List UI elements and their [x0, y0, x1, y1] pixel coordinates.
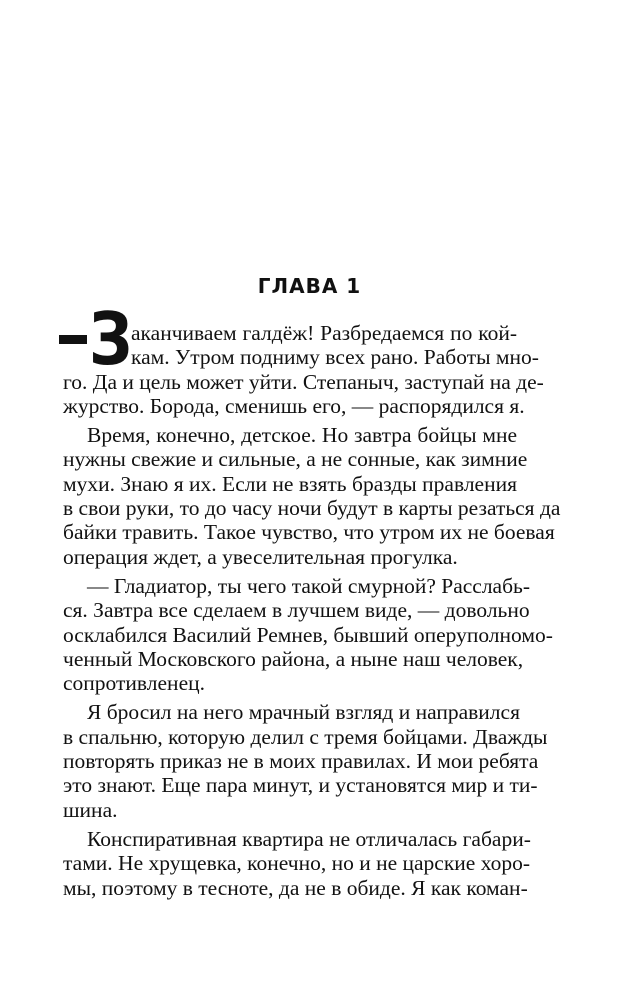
chapter-title: ГЛАВА 1 — [257, 274, 362, 298]
text-line: Я бросил на него мрачный взгляд и направился — [87, 700, 520, 725]
paragraph-1-cont — [63, 369, 544, 419]
paragraph-2 — [63, 423, 561, 569]
paragraph-1 — [63, 321, 539, 370]
text-line: мухи. Знаю я их. Если не взять бразды правления — [63, 471, 517, 496]
text-line: операция ждет, а увеселительная прогулка. — [63, 544, 458, 569]
text-line: шина. — [63, 797, 118, 822]
text-line: в спальню, которую делил с тремя бойцами. Дважды — [63, 724, 548, 749]
text-line: журство. Борода, сменишь его, — распорядился я. — [63, 393, 525, 418]
text-line: — Гладиатор, ты чего такой смурной? Расслабь- — [87, 573, 531, 598]
text-line: кам. Утром подниму всех рано. Работы мно- — [131, 345, 539, 370]
text-line: сопротивленец. — [63, 671, 205, 696]
text-line: Конспиративная квартира не отличалась габари- — [87, 826, 531, 851]
text-line: ся. Завтра все сделаем в лучшем виде, — довольно — [63, 598, 530, 623]
text-line: осклабился Василий Ремнев, бывший оперуполномо- — [63, 622, 553, 647]
dropcap-letter: З — [89, 297, 133, 381]
body-text — [63, 321, 561, 900]
text-line: повторять приказ не в моих правилах. И мои ребята — [63, 749, 539, 774]
paragraph-3 — [63, 573, 553, 696]
text-line: нужны свежие и сильные, а не сонные, как зимние — [63, 447, 528, 472]
text-line: го. Да и цель может уйти. Степаныч, заступай на де- — [63, 369, 544, 394]
text-line: ченный Московского района, а ныне наш человек, — [63, 646, 524, 671]
paragraph-4 — [63, 700, 548, 822]
text-line: это знают. Еще пара минут, и установятся мир и ти- — [63, 773, 538, 798]
text-line: Время, конечно, детское. Но завтра бойцы мне — [87, 423, 517, 448]
paragraph-5 — [63, 826, 531, 900]
text-line: в свои руки, то до часу ночи будут в карты резаться да — [63, 496, 561, 521]
text-line: мы, поэтому в тесноте, да не в обиде. Я как коман- — [63, 875, 528, 900]
text-line: тами. Не хрущевка, конечно, но и не царские хоро- — [63, 851, 531, 876]
text-line: аканчиваем галдёж! Разбредаемся по кой- — [131, 321, 517, 345]
text-line: байки травить. Такое чувство, что утром их не боевая — [63, 520, 555, 545]
